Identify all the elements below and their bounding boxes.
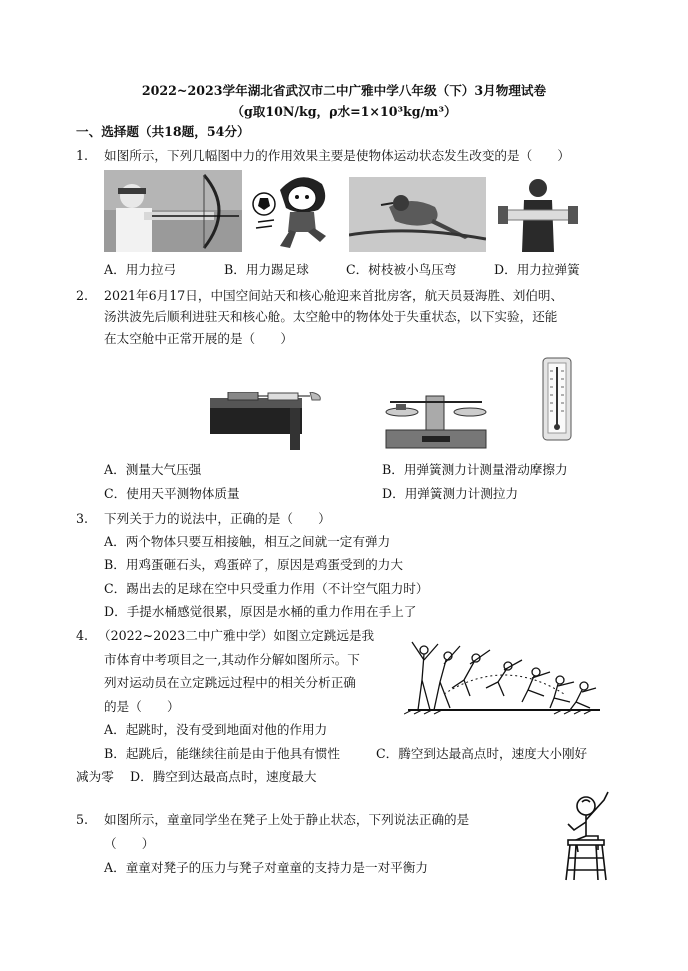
q3-option-d: D．手提水桶感觉很累，原因是水桶的重力作用在手上了 [104, 604, 417, 619]
q5-number: 5. [76, 812, 89, 827]
balance-scale-drawing [382, 388, 490, 450]
q2-option-b: B．用弹簧测力计测量滑动摩擦力 [382, 462, 568, 477]
q4-option-b: B．起跳后，能继续往前是由于他具有惯性 [104, 746, 340, 761]
q2-option-d: D．用弹簧测力计测拉力 [382, 486, 519, 501]
q4-stem-line4: 的是（ ） [104, 699, 180, 714]
q5-stem: 如图所示，童童同学坐在凳子上处于静止状态，下列说法正确的是 [104, 812, 470, 827]
q4-stem-line2: 市体育中考项目之一,其动作分解如图所示。下 [104, 652, 360, 667]
q3-number: 3. [76, 511, 89, 526]
q3-option-b: B．用鸡蛋砸石头，鸡蛋碎了，原因是鸡蛋受到的力大 [104, 557, 403, 572]
q4-option-c-head: C．腾空到达最高点时，速度大小刚好 [376, 746, 588, 761]
friction-experiment-drawing [210, 392, 328, 450]
q1-option-c: C．树枝被小鸟压弯 [346, 262, 457, 277]
q3-stem: 下列关于力的说法中，正确的是（ ） [104, 511, 331, 526]
q1-option-a: A．用力拉弓 [104, 262, 177, 277]
q4-option-a: A．起跳时，没有受到地面对他的作用力 [104, 722, 328, 737]
soccer-mascot-drawing [250, 170, 340, 252]
q2-stem-line2: 汤洪波先后顺利进驻天和核心舱。太空舱中的物体处于失重状态，以下实验，还能 [104, 309, 558, 324]
q1-stem: 如图所示，下列几幅图中力的作用效果主要是使物体运动状态发生改变的是（ ） [104, 148, 570, 163]
q4-option-c-tail: 减为零 [76, 769, 114, 784]
archer-photo [104, 170, 242, 252]
long-jump-sequence-drawing [404, 636, 600, 716]
q5-bracket: （ ） [104, 836, 155, 851]
exam-title: 2022~2023学年湖北省武汉市二中广雅中学八年级（下）3月物理试卷 [141, 83, 547, 98]
q2-number: 2. [76, 288, 89, 303]
q1-option-d: D．用力拉弹簧 [494, 262, 580, 277]
q2-stem-line1: 2021年6月17日，中国空间站天和核心舱迎来首批房客，航天员聂海胜、刘伯明、 [104, 288, 564, 303]
q3-option-c: C．踢出去的足球在空中只受重力作用（不计空气阻力时） [104, 581, 429, 596]
q1-number: 1. [76, 148, 89, 163]
q4-option-d: D．腾空到达最高点时，速度最大 [130, 769, 317, 784]
spring-puller-photo [496, 176, 580, 252]
exam-constants: （g取10N/kg，ρ水=1×10³kg/m³） [231, 104, 457, 119]
q2-option-c: C．使用天平测物体质量 [104, 486, 240, 501]
q5-option-a: A．童童对凳子的压力与凳子对童童的支持力是一对平衡力 [104, 860, 428, 875]
barometer-thermometer-photo [542, 357, 572, 441]
child-on-stool-drawing [556, 790, 616, 882]
q3-option-a: A．两个物体只要互相接触，相互之间就一定有弹力 [104, 534, 391, 549]
q2-stem-line3: 在太空舱中正常开展的是（ ） [104, 331, 293, 346]
bird-on-branch-photo [349, 177, 486, 252]
q2-option-a: A．测量大气压强 [104, 462, 202, 477]
q4-number: 4. [76, 628, 89, 643]
q1-option-b: B．用力踢足球 [224, 262, 309, 277]
section-title: 一、选择题（共18题，54分） [76, 124, 250, 139]
q4-stem-line3: 列对运动员在立定跳远过程中的相关分析正确 [104, 675, 356, 690]
q4-stem-line1: （2022~2023二中广雅中学）如图立定跳远是我 [98, 628, 375, 643]
